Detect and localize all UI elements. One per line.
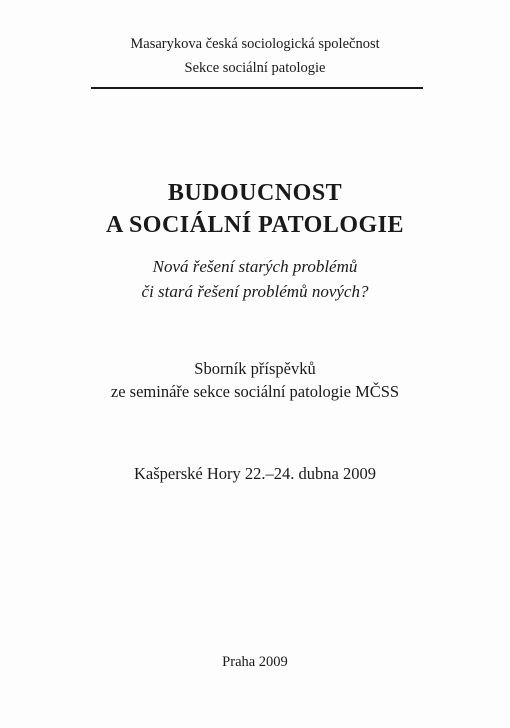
event-place-date: Kašperské Hory 22.–24. dubna 2009 (134, 464, 376, 483)
description-line-1: Sborník příspěvků (194, 359, 316, 378)
publisher-section: Sekce sociální patologie (184, 60, 326, 76)
header-rule (91, 87, 423, 89)
book-subtitle-line-1: Nová řešení starých problémů (152, 257, 358, 276)
publisher-organization: Masarykova česká sociologická společnost (130, 36, 380, 52)
book-title-line-1: BUDOUCNOST (167, 180, 343, 206)
book-subtitle-line-2: či stará řešení problémů nových? (141, 282, 369, 301)
book-title-line-2: A SOCIÁLNÍ PATOLOGIE (105, 212, 405, 238)
imprint-place-year: Praha 2009 (222, 654, 288, 670)
description-line-2: ze semináře sekce sociální patologie MČSS (110, 382, 400, 401)
